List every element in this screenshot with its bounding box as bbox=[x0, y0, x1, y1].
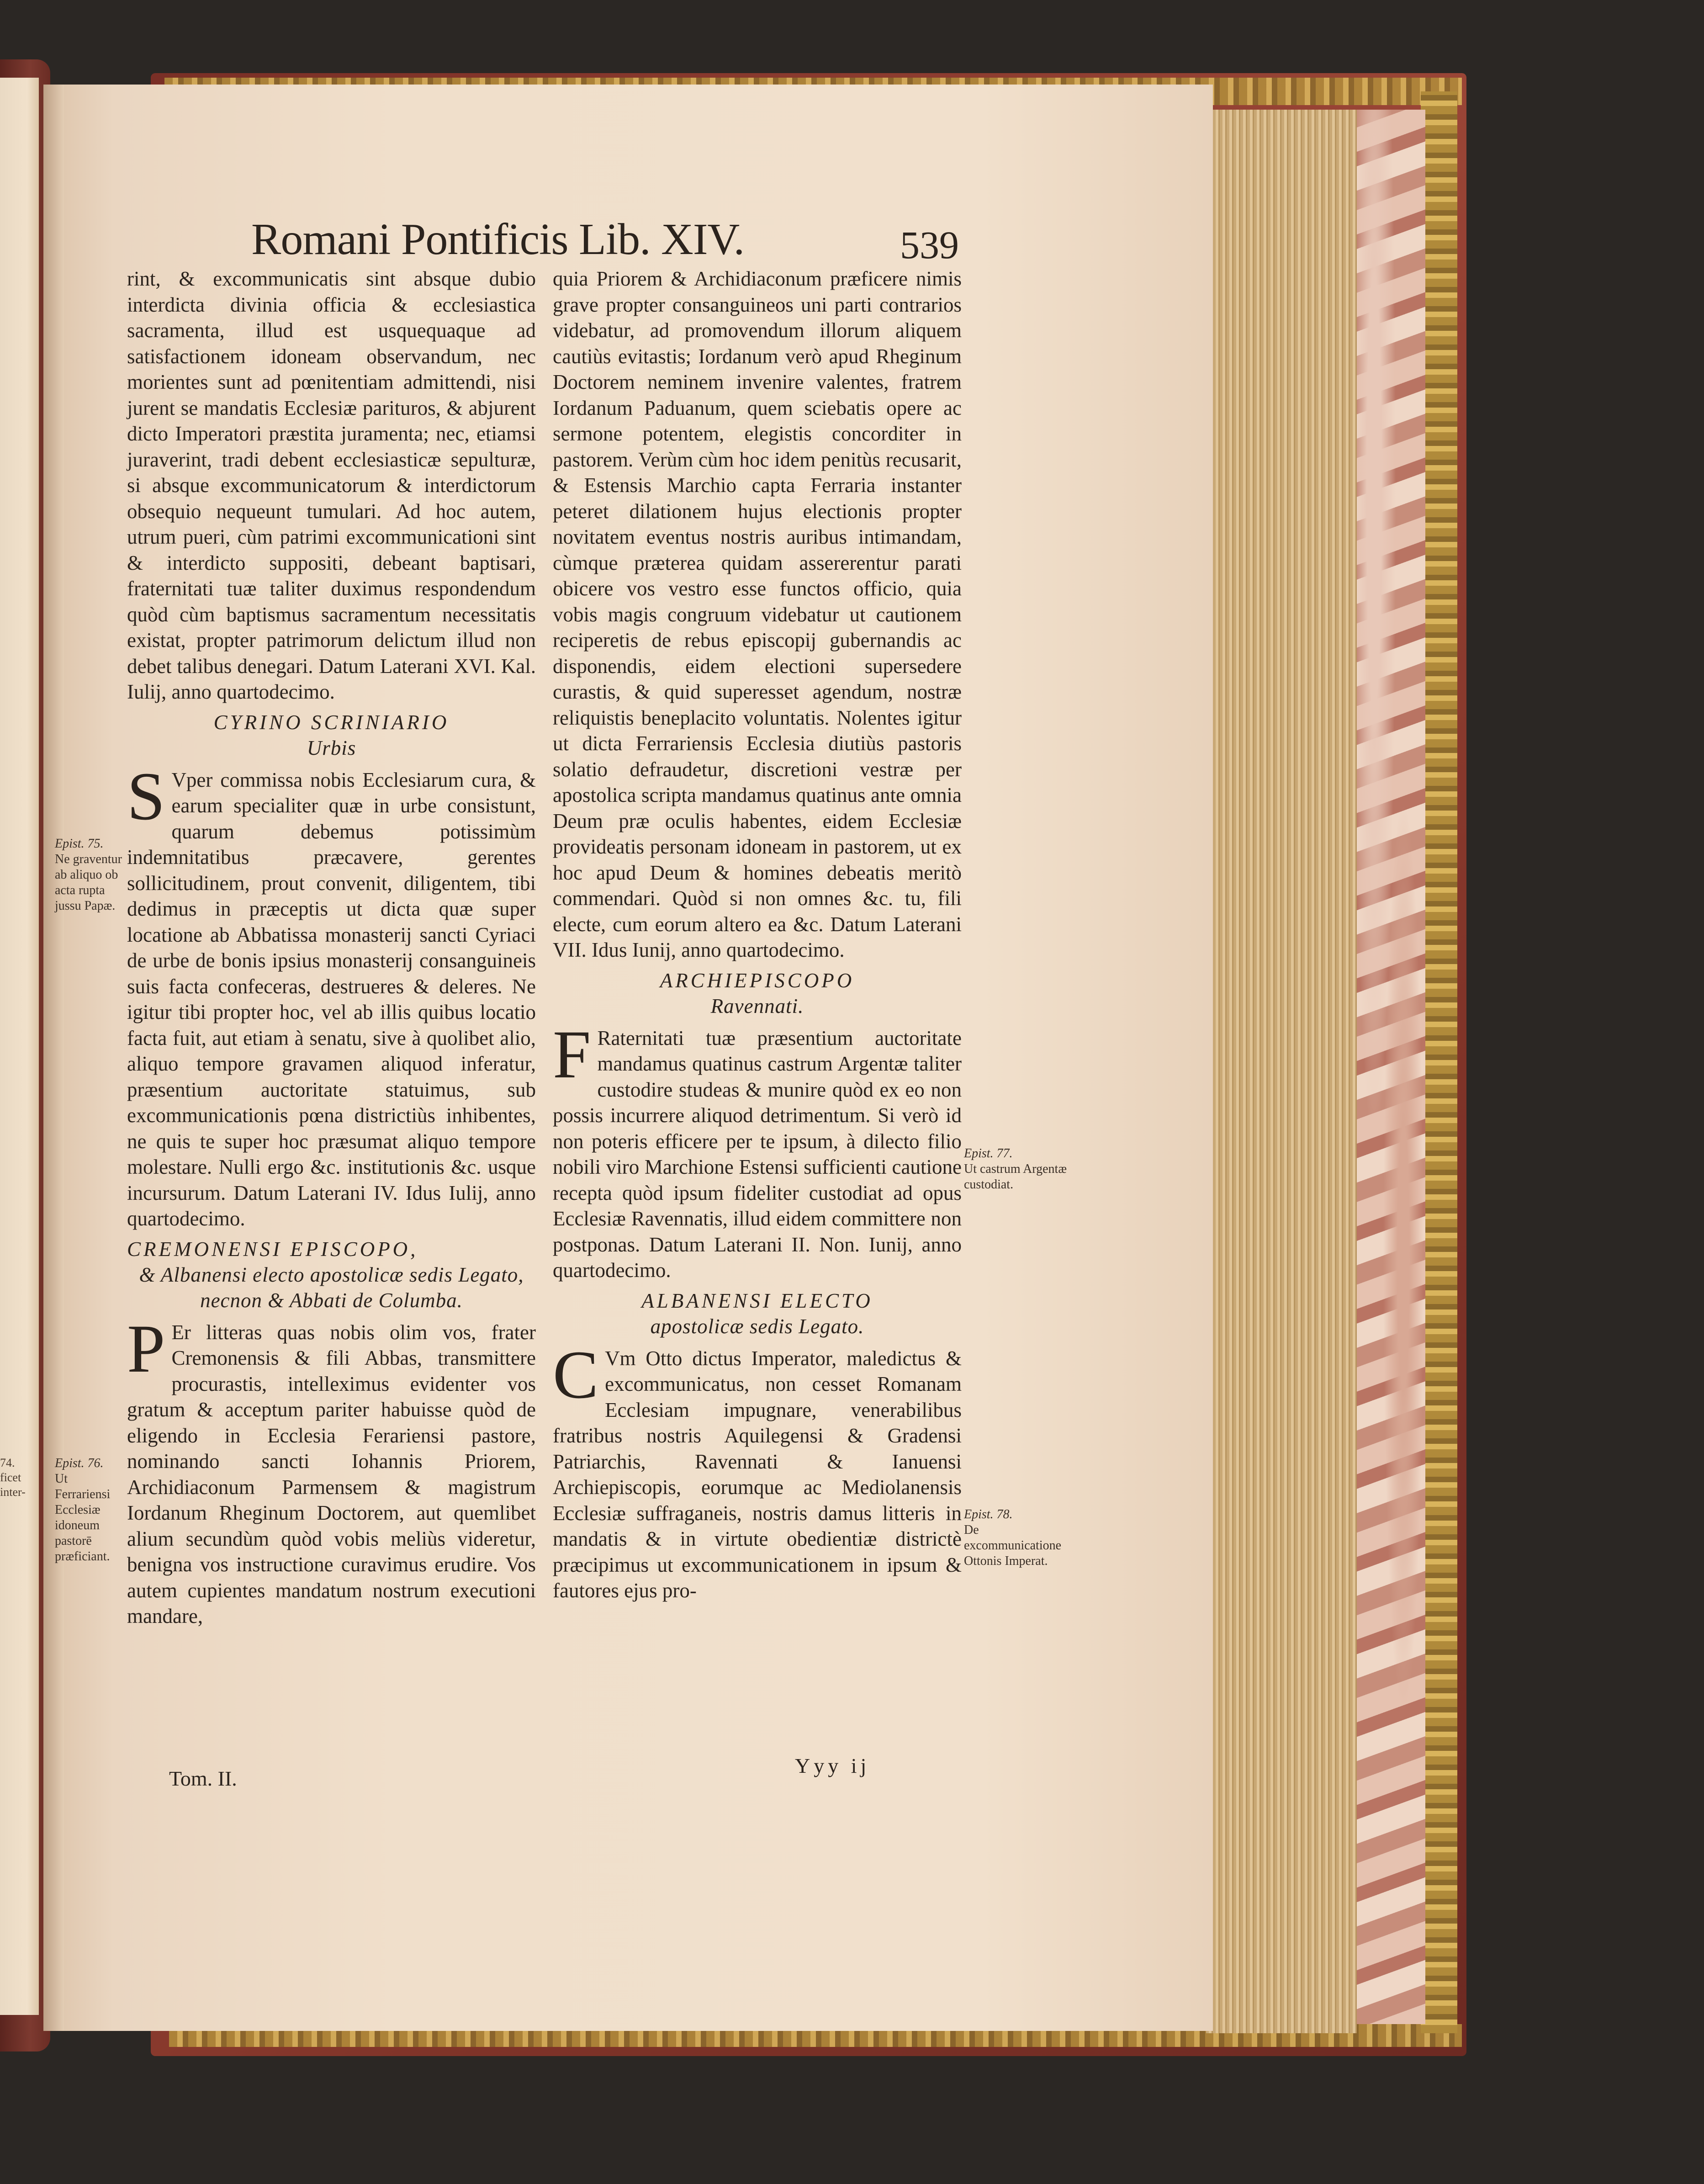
left-column bbox=[127, 266, 536, 1629]
signature-mark: Yyy ij bbox=[795, 1754, 870, 1777]
letter3-paragraph bbox=[553, 1016, 962, 1283]
letter1-subheading: Urbis bbox=[307, 736, 356, 759]
letter3-dropcap: F bbox=[553, 1016, 591, 1092]
letter4-subheading: apostolicæ sedis Legato. bbox=[650, 1315, 864, 1338]
letter3-body: Raternitati tuæ præsentium auctoritate mandamus quatinus castrum Argentæ taliter custodire studeas & munire quòd ex eo non possis incurrere aliquod detrimentum. Si verò id non poteris efficere per te ipsum, à dilecto filio nobili viro Marchione Estensi sufficienti cautione recepta quòd ipsum fideliter custodiat ad opus Ecclesiæ Ravennatis, illud eidem committere non postponas. Datum Laterani II. Non. Iunij, anno quartodecimo. bbox=[553, 1026, 962, 1282]
letter2-dropcap: P bbox=[127, 1310, 165, 1387]
letter4-body: Vm Otto dictus Imperator, maledictus & excommunicatus, non cesset Romanam Ecclesiam impugnare, venerabilibus fratribus nostris Aquilegensi & Gradensi Patriarchis, Ravennati & Ianuensi Archiepiscopis, eorumque ac Mediolanensis Ecclesiæ suffraganeis, nostris damus litteris in mandatis & in virtute obedientiæ districtè præcipimus ut excommunicationem in ipsum & fautores ejus pro- bbox=[553, 1346, 962, 1602]
margin-note-epist-77 bbox=[964, 1146, 1069, 1193]
page-fore-edge bbox=[1206, 110, 1357, 2033]
letter1-body: Vper commissa nobis Ecclesiarum cura, & earum specialiter quæ in urbe consistunt, quarum debemus potissimùm indemnitatibus præcavere, gerentes sollicitudinem, prout convenit, diligentem, tibi dedimus in præceptis ut dicta quæ super locatione ab Abbatissa monasterij sancti Cyriaci de urbe de bonis ipsius monasterij consanguineis suis facta confeceras, destrueres & deleres. Ne igitur tibi propter hoc, vel ab illis quibus locatio facta fuit, aut etiam à senatu, sive à quolibet alio, aliquo tempore gravamen aliquod inferatur, præsentium auctoritate statuimus, sub excommunicationis pœna districtiùs inhibentes, ne quis te super hoc præsumat aliquo tempore molestare. Nulli ergo &c. institutionis &c. usque incursurum. Datum Laterani IV. Idus Iulij, anno quartodecimo. bbox=[127, 768, 536, 1230]
letter2-body: Er litteras quas nobis olim vos, frater Cremonensis & fili Abbas, transmittere procurastis, intelleximus evidenter vos gratum & acceptum pariter habuisse quòd de eligendo in Ecclesia Ferariensi pastore, nominando sancti Iohannis Priorem, Archidiaconum Parmensem & magistrum Iordanum Rheginum Doctorem, aut quemlibet alium secundùm quòd vobis meliùs videretur, benigna vos instructione curavimus erudire. Vos autem cupientes mandatum nostrum executioni mandare, bbox=[127, 1320, 536, 1627]
margin-note-epist-78 bbox=[964, 1507, 1069, 1569]
margin-note-label: Epist. 76. bbox=[55, 1456, 104, 1470]
left-continuation-text: rint, & excommunicatis sint absque dubio interdicta divinia officia & ecclesiastica sacramenta, illud est usquequaque ad satisfactionem idoneam observandum, nec morientes sunt ad pœnitentiam admittendi, nisi jurent se mandatis Ecclesiæ parituros, & abjurent dicto Imperatori præstita juramenta; nec, etiamsi juraverint, tradi debent ecclesiasticæ sepulturæ, si absque excommunicatorum & interdictorum obsequio nequeunt tumulari. Ad hoc autem, utrum pueri, cùm patrimi excommunicationi sint & interdicto suppositi, debeant baptisari, fraternitati tuæ taliter duximus respondendum quòd cùm baptismus sacramentum necessitatis existat, propter patrimorum delictum illud non debet talibus denegari. Datum Laterani XVI. Kal. Iulij, anno quartodecimo. bbox=[127, 267, 536, 703]
facing-page-margin-fragment: 74. ficet inter- bbox=[0, 1456, 26, 1499]
letter4-dropcap: C bbox=[553, 1336, 599, 1413]
letter1-dropcap: S bbox=[127, 758, 165, 834]
letter1-paragraph bbox=[127, 758, 536, 1232]
right-column bbox=[553, 266, 962, 1604]
page-header bbox=[251, 214, 973, 273]
margin-note-epist-75 bbox=[55, 836, 123, 914]
margin-note-text: Ne graventur ab aliquo ob acta rupta jussu Papæ. bbox=[55, 852, 122, 913]
letter4-paragraph bbox=[553, 1336, 962, 1604]
gutter-shadow bbox=[43, 85, 64, 2031]
letter1-heading: CYRINO SCRINIARIO bbox=[213, 710, 450, 734]
page-number: 539 bbox=[900, 223, 959, 267]
right-continuation-text: quia Priorem & Archidiaconum præficere nimis grave propter consanguineos uni parti contrarios videbatur, ad promovendum illorum aliquem cautiùs evitastis; Iordanum verò apud Rheginum Doctorem neminem invenire valentes, fratrem Iordanum Paduanum, quem sciebatis opere ac sermone potentem, elegistis concorditer in pastorem. Verùm cùm hoc idem penitùs recusarit, & Estensis Marchio capta Ferraria instanter peteret dilationem hujus electionis propter novitatem eventus nostris auribus intimandam, cùmque præterea quidam assererentur parati obicere vos vestro esse functos officio, quia vobis magis congruum videbatur ut cautionem reciperetis de rebus episcopij gubernandis ac disponendis, eidem electioni supersedere curastis, & quid superesset agendum, nostræ reliquistis beneplacito voluntatis. Nolentes igitur ut dicta Ferrariensis Ecclesia diutiùs pastoris solatio defraudetur, discretioni vestræ per apostolica scripta mandamus quatinus ante omnia Deum præ oculis habentes, eidem Ecclesiæ provideatis personam idoneam in pastorem, ut ex hoc apud Deum & homines debeatis meritò commendari. Quòd si non omnes &c. tu, fili electe, cum eorum altero ea &c. Datum Laterani VII. Idus Iunij, anno quartodecimo. bbox=[553, 267, 962, 961]
margin-note-label: Epist. 77. bbox=[964, 1146, 1013, 1161]
letter3-subheading: Ravennati. bbox=[710, 994, 804, 1018]
marbled-endpaper bbox=[1352, 110, 1425, 2024]
letter4-heading: ALBANENSI ELECTO bbox=[641, 1289, 873, 1312]
letter2-subheading: & Albanensi electo apostolicæ sedis Legato, necnon & Abbati de Columba. bbox=[139, 1263, 524, 1312]
running-head: Romani Pontificis Lib. XIV. bbox=[251, 215, 745, 264]
margin-note-text: Ut castrum Argentæ custodiat. bbox=[964, 1162, 1067, 1192]
margin-note-text: Ut Ferrariensi Ecclesiæ idoneum pastorē præficiant. bbox=[55, 1472, 111, 1564]
volume-marker: Tom. II. bbox=[169, 1767, 237, 1790]
letter3-heading: ARCHIEPISCOPO bbox=[660, 969, 855, 992]
margin-note-epist-76 bbox=[55, 1456, 123, 1564]
letter2-heading: CREMONENSI EPISCOPO, bbox=[127, 1237, 418, 1261]
facing-page-edge bbox=[0, 78, 39, 2015]
margin-note-text: De excommunicatione Ottonis Imperat. bbox=[964, 1523, 1062, 1568]
margin-note-label: Epist. 78. bbox=[964, 1507, 1013, 1521]
letter2-paragraph bbox=[127, 1310, 536, 1629]
margin-note-label: Epist. 75. bbox=[55, 837, 104, 851]
gilt-border-right bbox=[1421, 91, 1457, 2033]
